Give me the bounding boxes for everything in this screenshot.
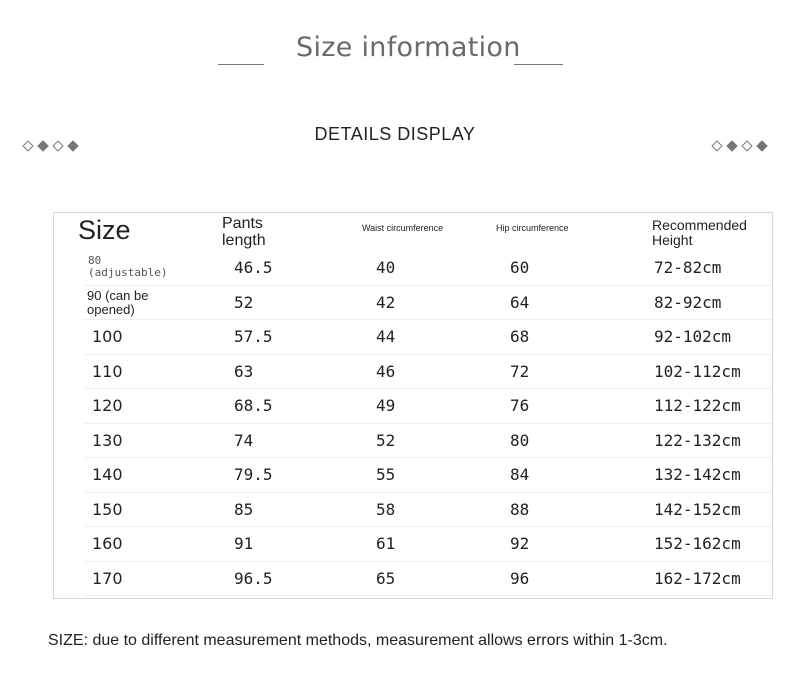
cell-waist: 65 [376, 568, 396, 588]
cell-pants-length: 91 [234, 534, 254, 553]
cell-pants-length: 57.5 [234, 327, 273, 346]
section-title [0, 32, 790, 72]
table-row [54, 424, 772, 459]
table-row [54, 493, 772, 528]
cell-size: 130 [92, 430, 123, 450]
cell-hip: 68 [510, 327, 530, 346]
cell-waist: 61 [376, 534, 396, 553]
diamond-filled-icon [726, 140, 737, 151]
diamond-outline-icon [22, 140, 33, 151]
cell-waist: 44 [376, 327, 396, 346]
cell-waist: 40 [376, 258, 396, 277]
table-row [54, 527, 772, 562]
header-size: Size [78, 215, 131, 245]
cell-pants-length: 74 [234, 430, 254, 450]
page-title: Size information [296, 32, 521, 63]
table-row [54, 458, 772, 493]
table-body [54, 251, 772, 596]
cell-size: 100 [92, 327, 123, 346]
diamond-ornament-left-icon [22, 140, 82, 154]
cell-size: 160 [92, 534, 123, 553]
table-row [54, 355, 772, 390]
cell-size: 170 [92, 568, 123, 588]
diamond-outline-icon [741, 140, 752, 151]
header-pants-length: Pants length [222, 215, 266, 249]
cell-size: 80 (adjustable) [88, 254, 168, 279]
table-row [54, 286, 772, 321]
cell-hip: 72 [510, 361, 530, 381]
header-recommended-height: Recommended Height [652, 217, 747, 248]
page-subtitle: DETAILS DISPLAY [314, 124, 476, 144]
cell-waist: 52 [376, 430, 396, 450]
cell-waist: 55 [376, 465, 396, 484]
diamond-outline-icon [711, 140, 722, 151]
table-row [54, 251, 772, 286]
title-rule-right [514, 64, 563, 65]
diamond-ornament-right-icon [711, 140, 771, 154]
cell-size: 120 [92, 396, 123, 415]
cell-pants-length: 96.5 [234, 568, 273, 588]
cell-size: 90 (can be opened) [87, 287, 149, 317]
cell-hip: 64 [510, 292, 530, 312]
cell-pants-length: 79.5 [234, 465, 273, 484]
cell-waist: 46 [376, 361, 396, 381]
table-row [54, 389, 772, 424]
diamond-filled-icon [67, 140, 78, 151]
cell-recommended-height: 72-82cm [654, 258, 722, 277]
cell-recommended-height: 102-112cm [654, 361, 741, 381]
diamond-filled-icon [37, 140, 48, 151]
cell-recommended-height: 152-162cm [654, 534, 741, 553]
cell-waist: 42 [376, 292, 396, 312]
cell-recommended-height: 142-152cm [654, 499, 741, 519]
cell-hip: 88 [510, 499, 530, 519]
cell-hip: 96 [510, 568, 530, 588]
cell-waist: 49 [376, 396, 396, 415]
cell-hip: 80 [510, 430, 530, 450]
title-rule-left [218, 64, 264, 65]
measurement-note: SIZE: due to different measurement methods, measurement allows errors within 1-3cm. [48, 632, 668, 649]
cell-hip: 84 [510, 465, 530, 484]
cell-pants-length: 46.5 [234, 258, 273, 277]
cell-recommended-height: 82-92cm [654, 292, 722, 312]
table-row [54, 320, 772, 355]
cell-waist: 58 [376, 499, 396, 519]
diamond-outline-icon [52, 140, 63, 151]
cell-size: 140 [92, 465, 123, 484]
cell-pants-length: 52 [234, 292, 254, 312]
cell-size: 150 [92, 499, 123, 519]
cell-hip: 92 [510, 534, 530, 553]
cell-recommended-height: 162-172cm [654, 568, 741, 588]
cell-size: 110 [92, 361, 123, 381]
header-hip: Hip circumference [496, 223, 569, 233]
table-row [54, 562, 772, 597]
cell-pants-length: 85 [234, 499, 254, 519]
cell-pants-length: 63 [234, 361, 254, 381]
size-table [53, 212, 773, 599]
cell-hip: 60 [510, 258, 530, 277]
table-header [54, 213, 772, 251]
diamond-filled-icon [756, 140, 767, 151]
cell-recommended-height: 122-132cm [654, 430, 741, 450]
cell-recommended-height: 132-142cm [654, 465, 741, 484]
cell-recommended-height: 112-122cm [654, 396, 741, 415]
header-waist: Waist circumference [362, 223, 444, 233]
cell-recommended-height: 92-102cm [654, 327, 732, 346]
cell-hip: 76 [510, 396, 530, 415]
cell-pants-length: 68.5 [234, 396, 273, 415]
